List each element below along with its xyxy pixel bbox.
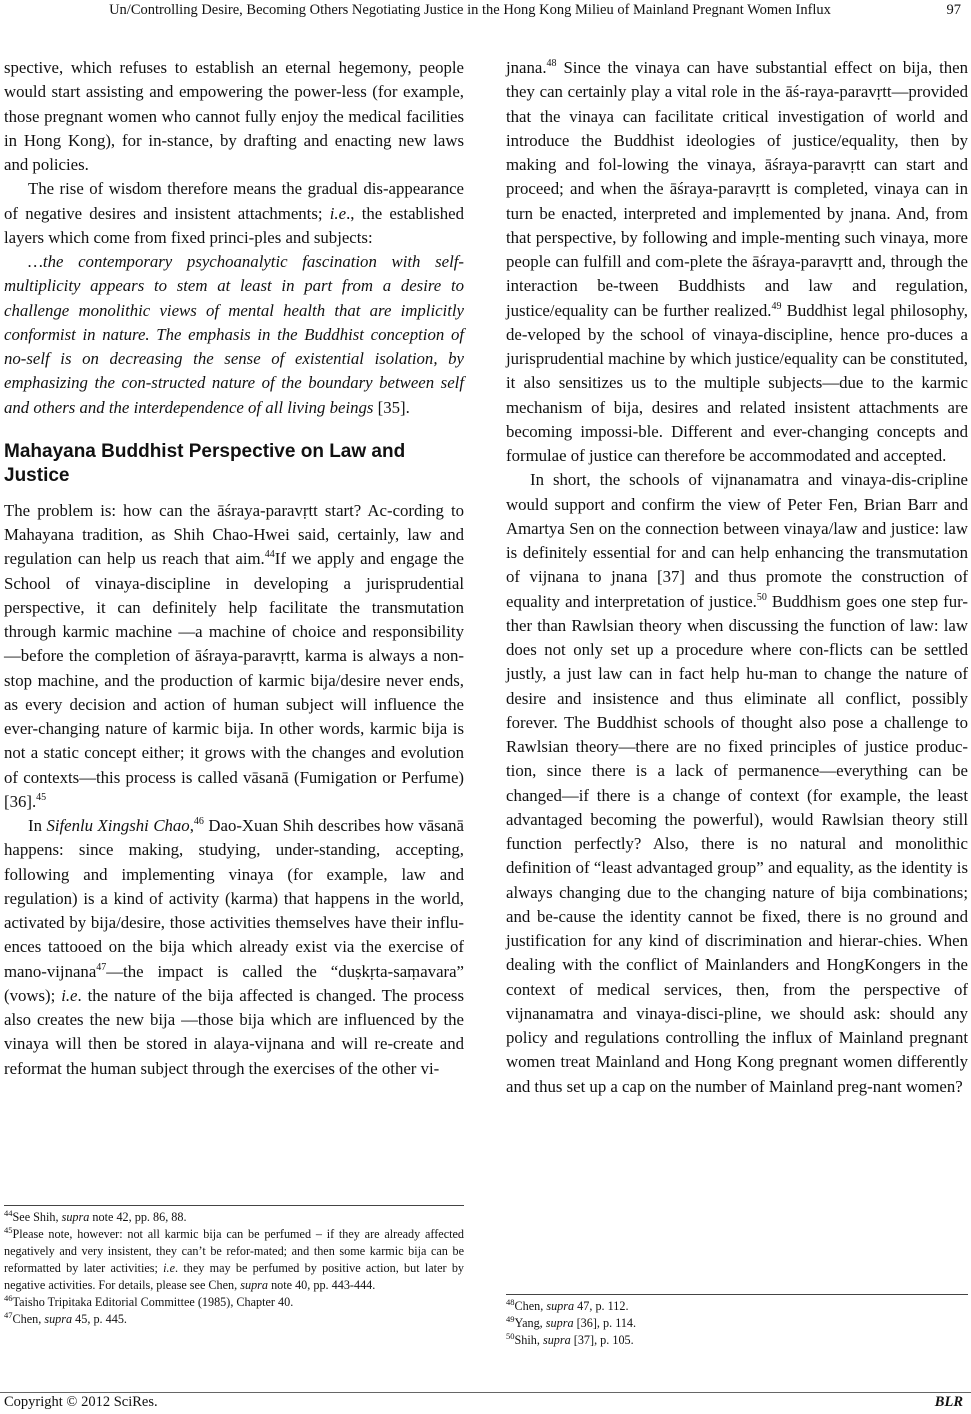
- footnote: $^{45}$Please note, however: not all karmic bija can be perfumed – if they are already affected negatively and very insistent, they can’t be refor-mated; and then some karmic bija can be reformatted by later activities; i.e. they may be perfumed by positive action, but later by negative activities. For details, please see Chen, supra note 40, pp. 443-444.: [4, 1225, 465, 1292]
- footer-divider: [0, 1392, 971, 1393]
- footnote-ref[interactable]: 50: [756, 591, 767, 603]
- footnote: $^{48}$Chen, supra 47, p. 112.: [506, 1297, 629, 1313]
- paragraph: The rise of wisdom therefore means the gradual dis-appearance of negative desires and insistent attachments; i.e., the established layers which come from fixed princi-ples and subjects:: [4, 179, 464, 247]
- right-column: [506, 56, 968, 1099]
- footnote-ref[interactable]: 46: [193, 816, 204, 827]
- footnote: $^{46}$Taisho Tripitaka Editorial Committee (1985), Chapter 40.: [4, 1293, 294, 1309]
- paragraph: spective, which refuses to establish an eternal hegemony, people would start assisting and empowering the power-less (for example, those pregnant women who cannot fully enjoy the medical facilities in Hong Kong), for in-stance, by drafting and enacting new laws and policies.: [4, 58, 464, 174]
- footnote-ref[interactable]: 47: [96, 961, 107, 973]
- paragraph: In Sifenlu Xingshi Chao,$^{46}$ Dao-Xuan Shih describes how vāsanā happens: since making, studying, under-standing, accepting, following and implementing vinaya (for example, law and regulation) is a kind of activity (karma) that happens in the world, activated by bija/desire, those activities themselves have their influ-ences tattooed on the bija which already exist via the exercise of mano-vijnana$^{47}$—the impact is called the “duṣkṛta-saṃavara” (vows); i.e. the nature of the bija affected is changed. The process also creates the new bija —those bija which are influenced by the vinaya will then be stored in alaya-vijnana and will re-create and reformat the human subject through the exercises of the other vi-: [4, 816, 464, 1078]
- left-column: [4, 56, 464, 1081]
- footnote-ref[interactable]: 48: [546, 58, 557, 69]
- page-header: [0, 0, 971, 30]
- footnote-ref[interactable]: 44: [264, 549, 275, 561]
- copyright-notice: Copyright © 2012 SciRes.: [4, 1394, 158, 1410]
- paragraph: The problem is: how can the āśraya-paravṛtt start? Ac-cording to Mahayana tradition, as Shih Chao-Hwei said, certainly, law and regulation can help us reach that aim.$^{44}$If we apply and engage the School of vinaya-discipline in developing a jurisprudential perspective, it can definitely help facilitate the transmutation through karmic machine —a machine of choice and responsibility—before the completion of āśraya-paravṛtt, karma is always a non-stop machine, and the production of karmic bija/desire never ends, as every decision and action of human subject will influence the ever-changing nature of karmic bija. In other words, karmic bija is not a static concept either; it grows with the changes and evolution of contexts—this process is called vāsanā (Fumigation or Perfume) [36].$^{45}$: [4, 500, 464, 811]
- section-heading: Mahayana Buddhist Perspective on Law and Justice: [4, 440, 406, 486]
- running-title: Un/Controlling Desire, Becoming Others Negotiating Justice in the Hong Kong Milieu of Mainland Pregnant Women Influx: [109, 2, 831, 18]
- footnote-ref[interactable]: 45: [36, 791, 47, 803]
- footnote-ref[interactable]: 49: [771, 300, 782, 312]
- page-number: 97: [946, 2, 961, 18]
- block-quote: …the contemporary psychoanalytic fascination with self-multiplicity appears to stem at least in part from a desire to challenge monolithic views of mental health that are implicitly conformist in nature. The emphasis in the Buddhist conception of no-self is on decreasing the sense of existential isolation, by emphasizing the con-structed nature of the boundary between self and others and the interdependence of all living beings [35].: [4, 252, 464, 417]
- paragraph: jnana.$^{48}$ Since the vinaya can have substantial effect on bija, then they can certainly play a vital role in the āś-raya-paravṛtt—provided that the vinaya can facilitate critical investigation of world and introduce the Buddhist ideologies of justice/equality, then by making and fol-lowing the vinaya, āśraya-paravṛtt can start and proceed; and when the āśraya-paravṛtt is completed, vinaya can in turn be enacted, interpreted and implemented by jnana. And, from that perspective, by following and imple-menting such vinaya, more people can fulfill and com-plete the āśraya-paravṛtt and, through the interaction be-tween Buddhists and law and regulation, justice/equality can be further realized.$^{49}$ Buddhist legal philosophy, de-veloped by the school of vinaya-discipline, hence pro-duces a jurisprudential machine by which justice/equality can be constituted, it also sensitizes us to the multiple subjects—due to the karmic mechanism of bija, desires and related insistent attachments are becoming impossi-ble. Different and ever-changing concepts and formulae of justice can therefore be accommodated and accepted.: [506, 58, 968, 465]
- footnote: $^{47}$Chen, supra 45, p. 445.: [4, 1310, 127, 1326]
- footnotes-left: [4, 1205, 464, 1328]
- journal-abbreviation: BLR: [934, 1394, 963, 1410]
- paragraph: In short, the schools of vijnanamatra and vinaya-dis-cripline would support and confirm the view of Peter Fen, Brian Barr and Amartya Sen on the connection between vinaya/law and justice: law is definitely essential for and can help enhancing the transmutation of vijnana to jnana [37] and thus promote the construction of equality and interpretation of justice.$^{50}$ Buddhism goes one step fur-ther than Rawlsian theory when discussing the function of law: law does not only set up a procedure where con-flicts can be settled justly, a just law can in fact help hu-man to change the nature of desire and insistence and thus eliminate all conflict, possibly forever. The Buddhist schools of thought also pose a challenge to Rawlsian theory—there are no fixed principles of justice produc-tion, since there is a lack of permanence—everything can be changed—if there is a change of context (for example, the least advantaged becoming the powerful), would Rawlsian theory still function perfectly? Also, there is no natural and monolithic definition of “least advantaged group” and equality, as the identity is always changing due to the changing nature of bija combinations; and be-cause the identity cannot be fixed, there is no ground and justification for any kind of discrimination and hierar-chies. When dealing with the conflict of Mainlanders and HongKongers in the context of medical services, then, from the perspective of vijnanamatra and vinaya-disci-pline, we should ask: should any policy and regulations controlling the influx of Mainland pregnant women treat Mainland and Hong Kong pregnant women differently and thus set up a cap on the number of Mainland preg-nant women?: [506, 470, 968, 1096]
- footnotes-right: [506, 1294, 968, 1349]
- footnote: $^{44}$See Shih, supra note 42, pp. 86, 88.: [4, 1208, 187, 1224]
- footnote: $^{49}$Yang, supra [36], p. 114.: [506, 1314, 637, 1330]
- footnote: $^{50}$Shih, supra [37], p. 105.: [506, 1331, 634, 1347]
